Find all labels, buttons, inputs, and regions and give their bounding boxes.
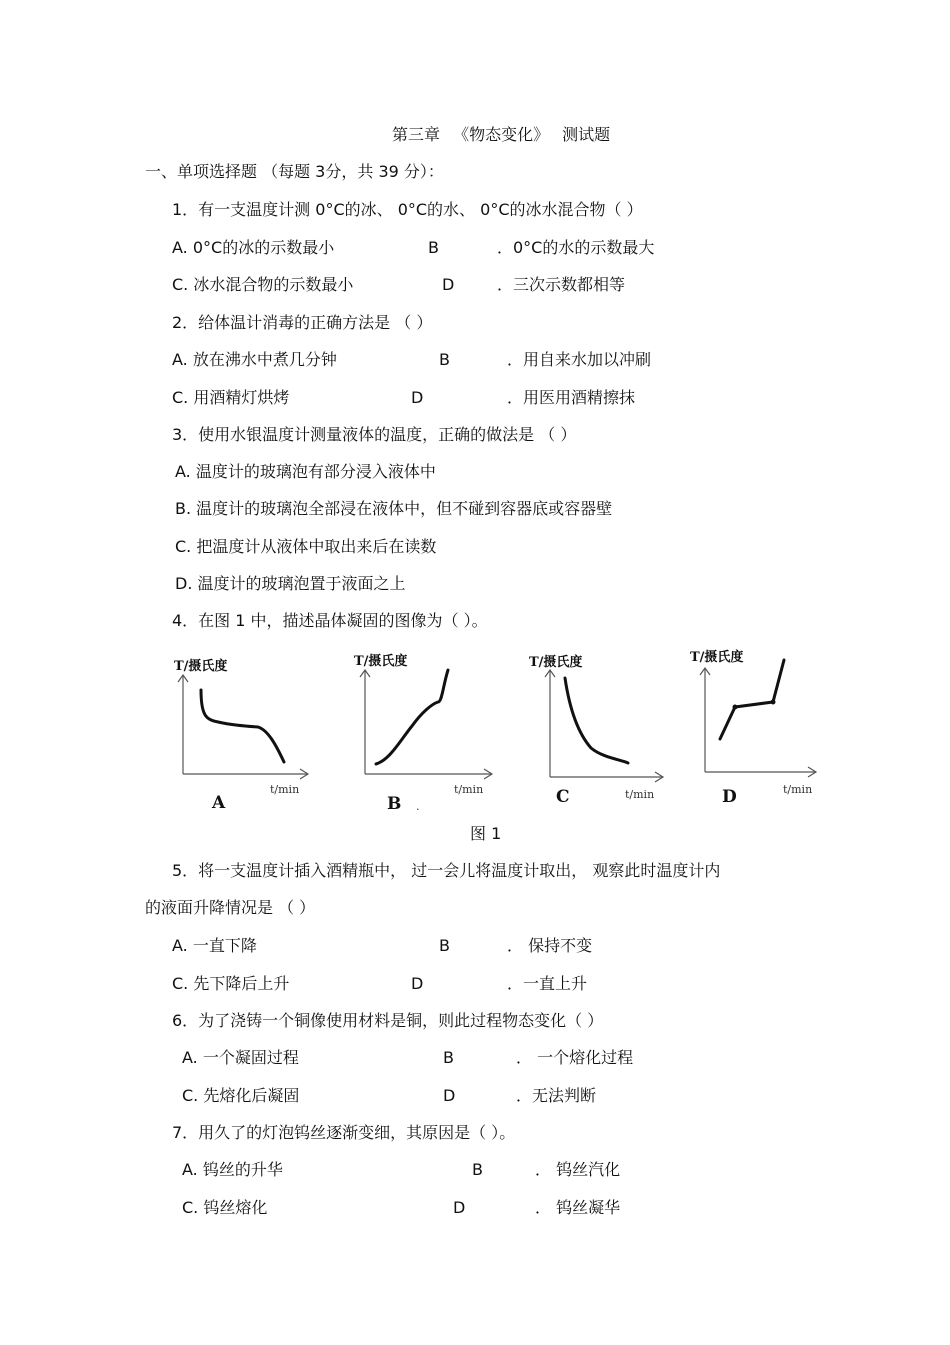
q6-option-d-text: ．无法判断	[516, 1086, 597, 1105]
graph-d-point	[733, 705, 738, 710]
q1-option-d-letter: D	[442, 275, 455, 294]
q7-option-a: A. 钨丝的升华	[182, 1160, 283, 1179]
question-2-stem: 2．给体温计消毒的正确方法是 （ ）	[172, 313, 433, 332]
question-3-stem: 3．使用水银温度计测量液体的温度，正确的做法是 （ ）	[172, 425, 577, 444]
graph-a-x-label: t/min	[270, 783, 300, 796]
q1-option-b-letter: B	[428, 238, 439, 257]
graph-c	[529, 650, 673, 815]
q2-option-d-text: ．用医用酒精擦抹	[507, 388, 636, 407]
question-6-stem: 6．为了浇铸一个铜像使用材料是铜，则此过程物态变化（ ）	[172, 1011, 604, 1030]
q2-option-b-letter: B	[439, 350, 450, 369]
q7-option-b-text: ． 钨丝汽化	[535, 1160, 621, 1179]
question-1-stem: 1．有一支温度计测 0°C的冰、 0°C的水、 0°C的冰水混合物（ ）	[172, 200, 643, 219]
q1-option-c: C. 冰水混合物的示数最小	[172, 275, 354, 294]
q1-option-b-text: ．0°C的水的示数最大	[497, 238, 655, 257]
q1-option-a: A. 0°C的冰的示数最小	[172, 238, 335, 257]
question-5-stem-cont: 的液面升降情况是 （ ）	[145, 898, 316, 917]
q3-option-d: D. 温度计的玻璃泡置于液面之上	[175, 574, 406, 593]
q2-option-c: C. 用酒精灯烘烤	[172, 388, 290, 407]
question-4-stem: 4．在图 1 中，描述晶体凝固的图像为（ ）。	[172, 611, 488, 630]
q3-option-a: A. 温度计的玻璃泡有部分浸入液体中	[175, 462, 436, 481]
q6-option-d-letter: D	[443, 1086, 456, 1105]
graph-a-curve	[201, 690, 284, 762]
graph-b-x-label: t/min	[454, 783, 484, 796]
graph-a-y-label: T/摄氏度	[174, 659, 228, 674]
q6-option-b-letter: B	[443, 1048, 454, 1067]
q7-option-d-text: ． 钨丝凝华	[535, 1198, 621, 1217]
graph-c-y-label: T/摄氏度	[529, 655, 583, 670]
graph-b-letter: B	[387, 794, 402, 814]
q3-option-b: B. 温度计的玻璃泡全部浸在液体中，但不碰到容器底或容器壁	[175, 499, 613, 518]
section-heading: 一、单项选择题 （每题 3分，共 39 分）：	[145, 162, 444, 181]
q5-option-b-letter: B	[439, 936, 450, 955]
q5-option-b-text: ． 保持不变	[507, 936, 593, 955]
q3-option-c: C. 把温度计从液体中取出来后在读数	[175, 537, 437, 556]
q5-option-d-letter: D	[411, 974, 424, 993]
q6-option-c: C. 先熔化后凝固	[182, 1086, 300, 1105]
graph-c-x-label: t/min	[625, 788, 655, 801]
q1-option-d-text: ．三次示数都相等	[497, 275, 626, 294]
graph-c-letter: C	[556, 787, 570, 807]
graph-b-curve	[376, 670, 448, 764]
q5-option-d-text: ．一直上升	[507, 974, 588, 993]
q2-option-a: A. 放在沸水中煮几分钟	[172, 350, 337, 369]
graph-b	[350, 650, 500, 815]
graph-b-mark: .	[416, 800, 420, 813]
q5-option-c: C. 先下降后上升	[172, 974, 290, 993]
q7-option-d-letter: D	[453, 1198, 466, 1217]
q6-option-b-text: ． 一个熔化过程	[516, 1048, 634, 1067]
q7-option-b-letter: B	[472, 1160, 483, 1179]
page-title: 第三章 《物态变化》 测试题	[392, 125, 611, 144]
graph-c-curve	[565, 678, 628, 763]
q2-option-d-letter: D	[411, 388, 424, 407]
graph-a	[168, 650, 318, 815]
graph-b-y-label: T/摄氏度	[354, 654, 408, 669]
graph-d-curve	[720, 660, 784, 739]
figure-caption: 图 1	[470, 824, 502, 843]
graph-d-x-label: t/min	[783, 783, 813, 796]
graph-d	[688, 646, 828, 811]
q7-option-c: C. 钨丝熔化	[182, 1198, 268, 1217]
q5-option-a: A. 一直下降	[172, 936, 257, 955]
graph-d-y-label: T/摄氏度	[690, 650, 744, 665]
graph-d-letter: D	[722, 787, 737, 807]
graph-a-letter: A	[212, 793, 226, 813]
question-7-stem: 7．用久了的灯泡钨丝逐渐变细，其原因是（ ）。	[172, 1123, 516, 1142]
q6-option-a: A. 一个凝固过程	[182, 1048, 299, 1067]
graph-d-point	[771, 700, 776, 705]
q2-option-b-text: ．用自来水加以冲刷	[507, 350, 652, 369]
question-5-stem: 5．将一支温度计插入酒精瓶中， 过一会儿将温度计取出， 观察此时温度计内	[172, 861, 721, 880]
